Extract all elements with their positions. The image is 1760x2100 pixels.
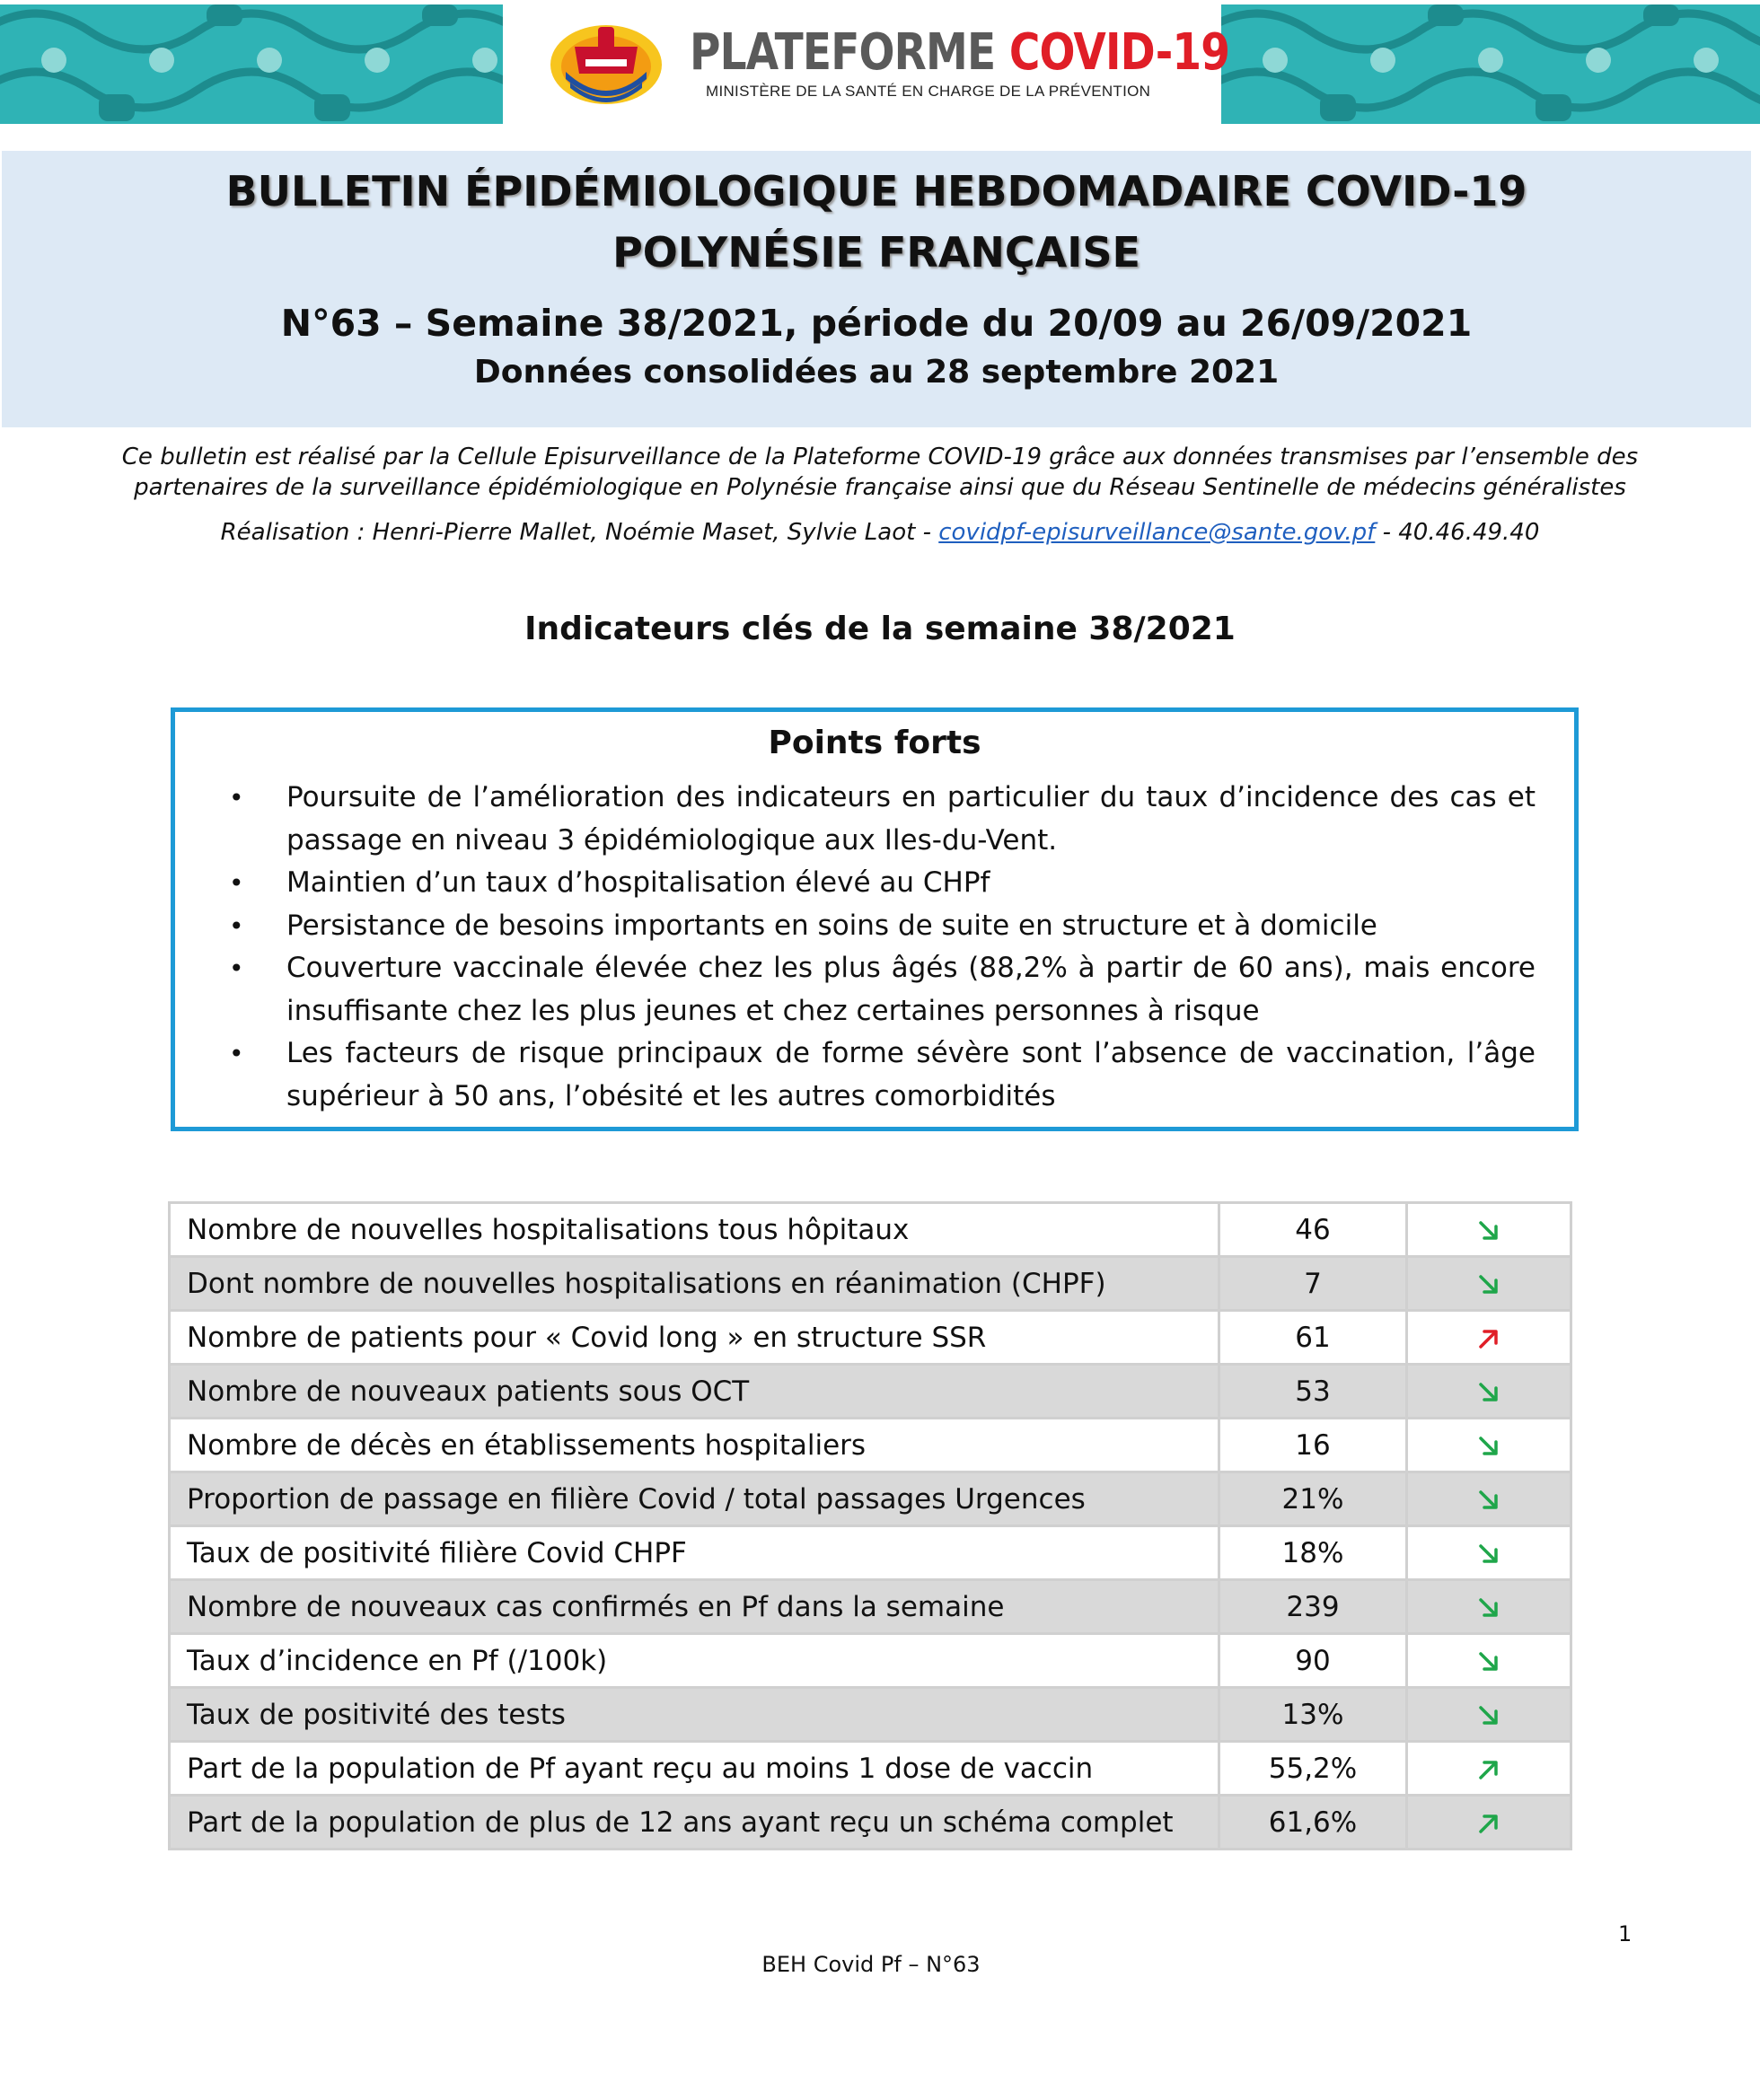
intro-paragraph: Ce bulletin est réalisé par la Cellule Episurveillance de la Plateforme COVID-19 grâce aux données transmises par l’ensemble des partenaires de la surveillance épidémiologique en Polynésie française ainsi que du Réseau Sentinelle de médecins généralistes	[121, 444, 1639, 501]
indicator-label: Part de la population de Pf ayant reçu au moins 1 dose de vaccin	[170, 1742, 1219, 1796]
trend-down-arrow-icon	[1477, 1273, 1500, 1296]
table-row	[170, 1472, 1571, 1526]
indicator-trend	[1407, 1688, 1571, 1742]
list-item	[229, 1032, 1536, 1118]
indicator-label: Nombre de patients pour « Covid long » en structure SSR	[170, 1311, 1219, 1365]
brand-name-part2: COVID-19	[1008, 23, 1230, 82]
points-forts-title: Points forts	[768, 725, 981, 761]
title-box	[2, 151, 1751, 427]
platform-brand	[690, 23, 1230, 101]
indicator-value: 13%	[1219, 1688, 1407, 1742]
indicator-label: Taux d’incidence en Pf (/100k)	[170, 1634, 1219, 1688]
indicator-trend	[1407, 1257, 1571, 1311]
trend-down-arrow-icon	[1477, 1596, 1500, 1620]
indicator-value: 55,2%	[1219, 1742, 1407, 1796]
indicator-trend	[1407, 1526, 1571, 1580]
indicator-label: Nombre de décès en établissements hospitaliers	[170, 1419, 1219, 1472]
brand-name-part1: PLATEFORME	[690, 23, 996, 82]
indicator-trend	[1407, 1203, 1571, 1257]
indicator-label: Dont nombre de nouvelles hospitalisations en réanimation (CHPF)	[170, 1257, 1219, 1311]
ministry-subtitle: MINISTÈRE DE LA SANTÉ EN CHARGE DE LA PRÉVENTION	[706, 83, 1151, 100]
table-row	[170, 1634, 1571, 1688]
bullet: •	[229, 1039, 244, 1068]
list-item	[229, 777, 1536, 862]
indicator-trend	[1407, 1796, 1571, 1850]
indicator-label: Taux de positivité filière Covid CHPF	[170, 1526, 1219, 1580]
contact-email-link[interactable]: covidpf-episurveillance@sante.gov.pf	[938, 519, 1376, 546]
trend-down-arrow-icon	[1477, 1704, 1500, 1727]
indicator-value: 61,6%	[1219, 1796, 1407, 1850]
indicator-value: 16	[1219, 1419, 1407, 1472]
indicator-trend	[1407, 1634, 1571, 1688]
header-pattern-right	[1221, 4, 1760, 124]
bulletin-title: BULLETIN ÉPIDÉMIOLOGIQUE HEBDOMADAIRE COVID-19	[225, 167, 1527, 215]
section-title: Indicateurs clés de la semaine 38/2021	[524, 611, 1236, 647]
trend-down-arrow-icon	[1477, 1650, 1500, 1674]
consolidated-date: Données consolidées au 28 septembre 2021	[473, 354, 1280, 391]
indicator-value: 46	[1219, 1203, 1407, 1257]
table-row	[170, 1580, 1571, 1634]
indicator-value: 90	[1219, 1634, 1407, 1688]
indicator-label: Taux de positivité des tests	[170, 1688, 1219, 1742]
indicator-trend	[1407, 1472, 1571, 1526]
list-item-text: Maintien d’un taux d’hospitalisation élevé au CHPf	[286, 866, 990, 899]
indicator-label: Nombre de nouveaux patients sous OCT	[170, 1365, 1219, 1419]
list-item	[229, 947, 1536, 1032]
points-forts-box	[171, 707, 1579, 1131]
trend-up-arrow-icon	[1477, 1758, 1500, 1781]
list-item	[229, 905, 1536, 948]
indicator-label: Part de la population de plus de 12 ans ayant reçu un schéma complet	[170, 1796, 1219, 1850]
bullet: •	[229, 910, 244, 941]
trend-down-arrow-icon	[1477, 1489, 1500, 1512]
points-forts-list	[229, 777, 1536, 1118]
table-row	[170, 1203, 1571, 1257]
indicators-table-body	[170, 1203, 1571, 1850]
trend-down-arrow-icon	[1477, 1219, 1500, 1243]
bullet: •	[229, 868, 244, 898]
page-number: 1	[1618, 1921, 1632, 1946]
indicator-value: 21%	[1219, 1472, 1407, 1526]
trend-down-arrow-icon	[1477, 1381, 1500, 1404]
indicator-trend	[1407, 1742, 1571, 1796]
table-row	[170, 1742, 1571, 1796]
table-row	[170, 1526, 1571, 1580]
indicator-value: 61	[1219, 1311, 1407, 1365]
bullet: •	[229, 783, 244, 813]
indicator-label: Proportion de passage en filière Covid / total passages Urgences	[170, 1472, 1219, 1526]
indicator-label: Nombre de nouveaux cas confirmés en Pf dans la semaine	[170, 1580, 1219, 1634]
indicator-trend	[1407, 1365, 1571, 1419]
list-item-text: Persistance de besoins importants en soins de suite en structure et à domicile	[286, 909, 1377, 942]
trend-up-arrow-icon	[1477, 1812, 1500, 1835]
trend-down-arrow-icon	[1477, 1542, 1500, 1566]
credits-authors: Réalisation : Henri-Pierre Mallet, Noémie Maset, Sylvie Laot -	[220, 519, 939, 546]
header-pattern-left	[0, 4, 503, 124]
issue-line: N°63 – Semaine 38/2021, période du 20/09 au 26/09/2021	[280, 302, 1473, 345]
credits-line	[90, 519, 1670, 546]
table-row	[170, 1419, 1571, 1472]
table-row	[170, 1257, 1571, 1311]
indicator-value: 7	[1219, 1257, 1407, 1311]
french-polynesia-emblem-logo	[548, 20, 664, 106]
indicator-trend	[1407, 1419, 1571, 1472]
table-row	[170, 1688, 1571, 1742]
region-title: POLYNÉSIE FRANÇAISE	[612, 228, 1140, 277]
indicator-label: Nombre de nouvelles hospitalisations tous hôpitaux	[170, 1203, 1219, 1257]
indicator-value: 239	[1219, 1580, 1407, 1634]
trend-down-arrow-icon	[1477, 1435, 1500, 1458]
list-item-text: Poursuite de l’amélioration des indicateurs en particulier du taux d’incidence des cas et passage en niveau 3 épidémiologique aux Iles-du-Vent.	[286, 781, 1536, 857]
table-row	[170, 1365, 1571, 1419]
table-row	[170, 1796, 1571, 1850]
list-item-text: Les facteurs de risque principaux de forme sévère sont l’absence de vaccination, l’âge supérieur à 50 ans, l’obésité et les autres comorbidités	[286, 1037, 1536, 1112]
footer: BEH Covid Pf – N°63	[761, 1952, 981, 1977]
indicator-trend	[1407, 1311, 1571, 1365]
bullet: •	[229, 953, 244, 983]
table-row	[170, 1311, 1571, 1365]
list-item-text: Couverture vaccinale élevée chez les plus âgés (88,2% à partir de 60 ans), mais encore insuffisante chez les plus jeunes et chez certaines personnes à risque	[286, 952, 1536, 1027]
trend-up-arrow-icon	[1477, 1327, 1500, 1350]
indicators-table	[168, 1201, 1572, 1850]
contact-phone: - 40.46.49.40	[1375, 519, 1540, 546]
brand-name	[690, 23, 1230, 82]
indicator-trend	[1407, 1580, 1571, 1634]
list-item	[229, 862, 1536, 905]
indicator-value: 53	[1219, 1365, 1407, 1419]
indicator-value: 18%	[1219, 1526, 1407, 1580]
